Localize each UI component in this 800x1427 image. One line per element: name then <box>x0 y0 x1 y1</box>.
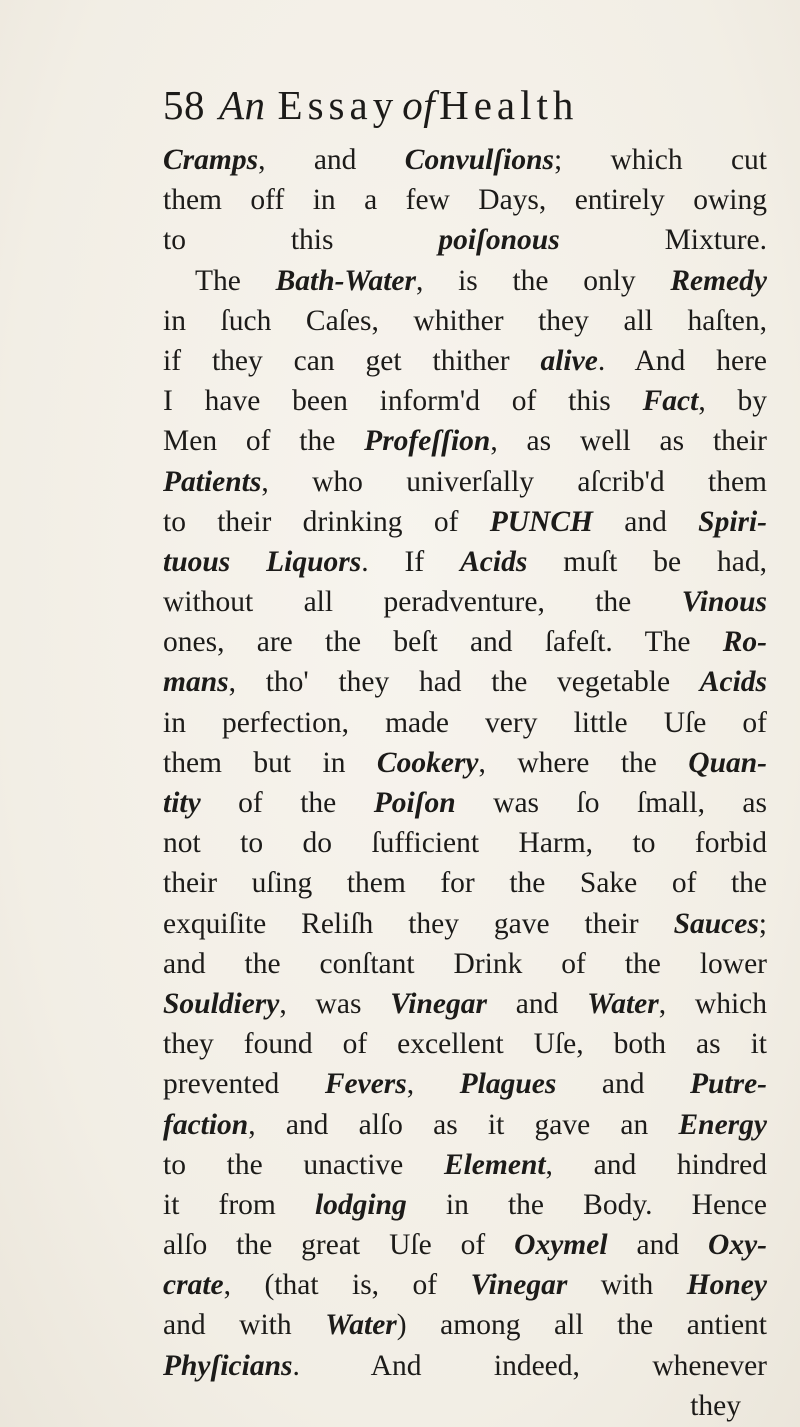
italic-text: Acids <box>460 545 528 578</box>
italic-text: Sauces <box>673 907 759 940</box>
italic-text: Quan- <box>688 746 767 779</box>
roman-text: , and alſo as it gave an <box>248 1108 679 1141</box>
italic-text: crate <box>163 1269 224 1302</box>
italic-text: Phyſicians <box>163 1349 293 1382</box>
roman-text: , is the only <box>416 264 671 297</box>
roman-text: ones, are the beſt and ſafeſt. The <box>163 626 723 659</box>
text-line <box>163 743 767 783</box>
italic-text: Poiſon <box>373 787 456 819</box>
roman-text: and <box>607 1229 709 1262</box>
roman-text: muſt be had, <box>527 545 767 578</box>
roman-text: they found of excellent Uſe, both as it <box>163 1028 767 1061</box>
italic-text: Patients <box>163 465 262 498</box>
roman-text: The <box>195 264 276 297</box>
roman-text: their uſing them for the Sake of the <box>163 867 767 900</box>
text-line <box>163 502 767 542</box>
italic-text: mans <box>163 666 229 699</box>
roman-text: , by <box>698 385 768 418</box>
roman-text: , where the <box>478 746 689 779</box>
roman-text: to their drinking of <box>163 505 490 538</box>
roman-text: , <box>406 1068 460 1101</box>
italic-text: poiſonous <box>438 224 560 257</box>
italic-text: Convulſions <box>404 144 554 176</box>
roman-text: them but in <box>163 746 377 779</box>
roman-text: if they can get thither <box>163 344 541 377</box>
text-line <box>163 863 767 903</box>
italic-text: PUNCH <box>489 505 593 538</box>
italic-text: Profeſſion <box>364 425 491 458</box>
roman-text: , who univerſally aſcrib'd them <box>261 465 767 498</box>
page-number: 58 <box>163 82 205 128</box>
roman-text: . And here <box>597 344 767 377</box>
header-title-essay: Essay <box>277 82 399 128</box>
text-line <box>163 220 767 260</box>
text-line <box>163 703 767 743</box>
roman-text: with <box>567 1269 687 1302</box>
text-line <box>163 1265 767 1305</box>
text-line <box>163 1305 767 1345</box>
italic-text: Remedy <box>670 264 767 297</box>
italic-text: tity <box>163 787 201 819</box>
roman-text: of the <box>200 787 374 819</box>
text-line <box>163 1185 767 1225</box>
italic-text: Acids <box>699 666 767 699</box>
italic-text: Element <box>443 1148 546 1181</box>
italic-text: Fevers <box>324 1068 407 1101</box>
text-line <box>163 783 767 823</box>
roman-text: alſo the great Uſe of <box>163 1229 515 1262</box>
roman-text: and <box>486 987 588 1020</box>
italic-text: lodging <box>314 1188 407 1221</box>
roman-text: . And indeed, whenever <box>292 1349 767 1382</box>
roman-text: to this <box>163 224 439 257</box>
italic-text: faction <box>163 1108 249 1141</box>
text-line <box>163 662 767 702</box>
italic-text: Cookery <box>376 746 479 779</box>
text-line <box>163 1105 767 1145</box>
italic-text: Vinous <box>681 586 767 619</box>
italic-text: Water <box>587 987 659 1020</box>
text-line <box>163 421 767 461</box>
header-title-of: of <box>402 82 436 128</box>
italic-text: Fact <box>642 385 699 418</box>
roman-text: exquiſite Reliſh they gave their <box>163 907 674 940</box>
italic-text: Vinegar <box>470 1269 568 1302</box>
text-line <box>163 180 767 220</box>
italic-text: Cramps <box>163 144 259 176</box>
roman-text: I have been inform'd of this <box>163 385 643 418</box>
roman-text: , which <box>658 987 768 1020</box>
text-line <box>163 904 767 944</box>
roman-text: Men of the <box>163 425 365 458</box>
italic-text: Souldiery <box>163 987 280 1020</box>
roman-text: , tho' they had the vegetable <box>228 666 700 699</box>
running-header <box>163 82 578 128</box>
text-line <box>163 261 767 301</box>
text-line <box>163 823 767 863</box>
italic-text: Bath-Water <box>275 264 416 297</box>
italic-text: tuous Liquors <box>163 545 362 578</box>
italic-text: Vinegar <box>390 987 487 1020</box>
roman-text: ; which cut <box>553 144 767 176</box>
italic-text: Oxymel <box>514 1229 608 1262</box>
roman-text: ; <box>758 907 767 940</box>
text-line <box>163 301 767 341</box>
italic-text: Energy <box>678 1108 767 1141</box>
roman-text: in ſuch Caſes, whither they all haſten, <box>163 304 767 337</box>
italic-text: Honey <box>686 1269 767 1302</box>
header-title-health: Health <box>439 82 579 128</box>
text-line <box>163 542 767 582</box>
roman-text: without all peradventure, the <box>163 586 682 619</box>
header-title-an: An <box>219 82 266 128</box>
roman-text: . If <box>361 545 461 578</box>
italic-text: Ro- <box>722 626 767 659</box>
italic-text: Water <box>325 1309 397 1342</box>
roman-text: Mixture. <box>559 224 767 257</box>
italic-text: Putre- <box>689 1068 767 1101</box>
roman-text: was ſo ſmall, as <box>455 787 767 819</box>
text-line <box>163 1346 767 1386</box>
roman-text: and the conſtant Drink of the lower <box>163 947 767 980</box>
roman-text: not to do ſufficient Harm, to forbid <box>163 827 767 860</box>
roman-text: in the Body. Hence <box>406 1188 767 1221</box>
italic-text: Spiri- <box>698 505 768 538</box>
roman-text: in perfection, made very little Uſe of <box>163 706 767 739</box>
text-line <box>163 1064 767 1104</box>
roman-text: and <box>556 1068 690 1101</box>
roman-text: , and hindred <box>545 1148 767 1181</box>
text-line <box>163 1024 767 1064</box>
text-line <box>163 582 767 622</box>
text-line <box>163 462 767 502</box>
roman-text: and with <box>163 1309 326 1342</box>
roman-text: it from <box>163 1188 315 1221</box>
roman-text: , was <box>279 987 391 1020</box>
roman-text: prevented <box>163 1068 325 1101</box>
text-line <box>163 1225 767 1265</box>
roman-text: , and <box>258 144 405 176</box>
roman-text: to the unactive <box>163 1148 444 1181</box>
text-line <box>163 1145 767 1185</box>
italic-text: Plagues <box>459 1068 557 1101</box>
catchword: they <box>690 1389 741 1422</box>
roman-text: them off in a few Days, entirely owing <box>163 184 767 217</box>
roman-text: , (that is, of <box>223 1269 471 1302</box>
roman-text: ) among all the antient <box>396 1309 767 1342</box>
text-line <box>163 984 767 1024</box>
italic-text: alive <box>540 344 598 377</box>
text-line <box>163 341 767 381</box>
text-line <box>163 622 767 662</box>
roman-text: , as well as their <box>490 425 768 458</box>
text-line <box>163 140 767 180</box>
italic-text: Oxy- <box>708 1229 768 1262</box>
text-line <box>163 381 767 421</box>
roman-text: and <box>592 505 699 538</box>
text-line <box>163 944 767 984</box>
body-text <box>163 140 767 1426</box>
